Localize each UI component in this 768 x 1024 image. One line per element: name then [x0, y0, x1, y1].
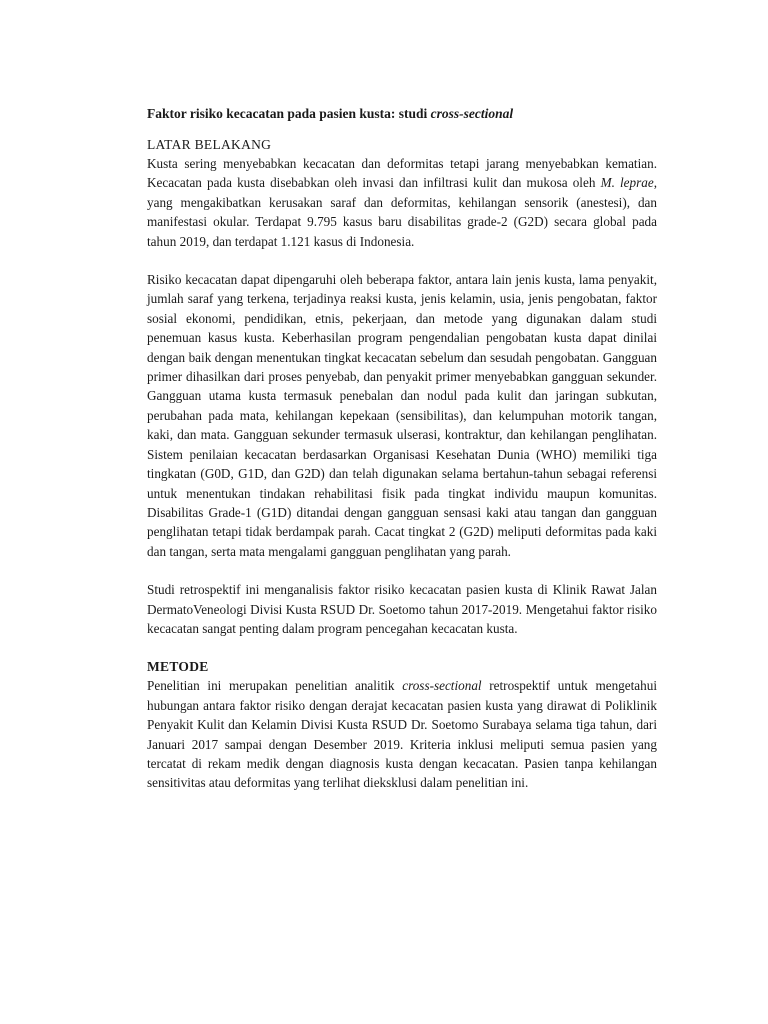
background-paragraph-3: Studi retrospektif ini menganalisis faktor risiko kecacatan pasien kusta di Klinik Rawat Jalan DermatoVeneologi Divisi Kusta RSUD Dr. Soetomo tahun 2017-2019. Mengetahui faktor risiko kecacatan sangat penting dalam program pencegahan kecacatan kusta.: [147, 582, 657, 636]
background-p1-part1: Kusta sering menyebabkan kecacatan dan deformitas tetapi jarang menyebabkan kematian. Kecacatan pada kusta disebabkan oleh invasi dan infiltrasi kulit dan mukosa oleh: [147, 156, 657, 191]
methods-p1-part2: retrospektif untuk mengetahui hubungan antara faktor risiko dengan derajat kecacatan pasien kusta yang dirawat di Poliklinik Penyakit Kulit dan Kelamin Divisi Kusta RSUD Dr. Soetomo Surabaya selama tiga tahun, dari Januari 2017 sampai dengan Desember 2019. Kriteria inklusi meliputi semua pasien yang tercatat di rekam medik dengan diagnosis kusta dengan kecacatan. Pasien tanpa kehilangan sensitivitas atau deformitas yang terlihat dieksklusi dalam penelitian ini.: [147, 678, 657, 791]
background-paragraph-2: Risiko kecacatan dapat dipengaruhi oleh beberapa faktor, antara lain jenis kusta, lama penyakit, jumlah saraf yang terkena, terjadinya reaksi kusta, jenis kelamin, usia, jenis pengobatan, faktor sosial ekonomi, pendidikan, etnis, pekerjaan, dan metode yang digunakan dalam studi penemuan kasus kusta. Keberhasilan program pengendalian pengobatan kusta dapat dinilai dengan baik dengan menentukan tingkat kecacatan sebelum dan sesudah pengobatan. Gangguan primer dihasilkan dari proses penyebab, dan penyakit primer menyebabkan gangguan sekunder. Gangguan utama kusta termasuk penebalan dan nodul pada kulit dan jaringan subkutan, perubahan pada mata, kehilangan kepekaan (sensibilitas), dan kelumpuhan motorik tangan, kaki, dan mata. Gangguan sekunder termasuk ulserasi, kontraktur, dan kehilangan penglihatan. Sistem penilaian kecacatan berdasarkan Organisasi Kesehatan Dunia (WHO) memiliki tiga tingkatan (G0D, G1D, dan G2D) dan telah digunakan selama bertahun-tahun sebagai referensi untuk menentukan tindakan rehabilitasi fisik pada tingkat individu maupun komunitas. Disabilitas Grade-1 (G1D) ditandai dengan gangguan sensasi kaki atau tangan dan gangguan penglihatan tetapi tidak berdampak parah. Cacat tingkat 2 (G2D) meliputi deformitas pada kaki dan tangan, serta mata mengalami gangguan penglihatan yang parah.: [147, 272, 657, 559]
background-p1-part2: , yang mengakibatkan kerusakan saraf dan deformitas, kehilangan sensorik (anestesi), dan manifestasi okular. Terdapat 9.795 kasus baru disabilitas grade-2 (G2D) secara global pada tahun 2019, dan terdapat 1.121 kasus di Indonesia.: [147, 175, 657, 249]
background-paragraph-1: [147, 154, 657, 251]
title-italic: cross-sectional: [430, 106, 514, 121]
methods-p1-italic: cross-sectional: [402, 678, 482, 694]
methods-paragraph-1: [147, 676, 657, 792]
document-page: [147, 104, 657, 793]
title-text: Faktor risiko kecacatan pada pasien kusta: studi: [147, 106, 431, 121]
document-title: [147, 104, 657, 123]
background-p1-italic: M. leprae: [600, 175, 654, 191]
methods-heading: METODE: [147, 659, 209, 675]
background-heading: LATAR BELAKANG: [147, 137, 272, 152]
methods-p1-part1: Penelitian ini merupakan penelitian analitik: [147, 678, 403, 694]
